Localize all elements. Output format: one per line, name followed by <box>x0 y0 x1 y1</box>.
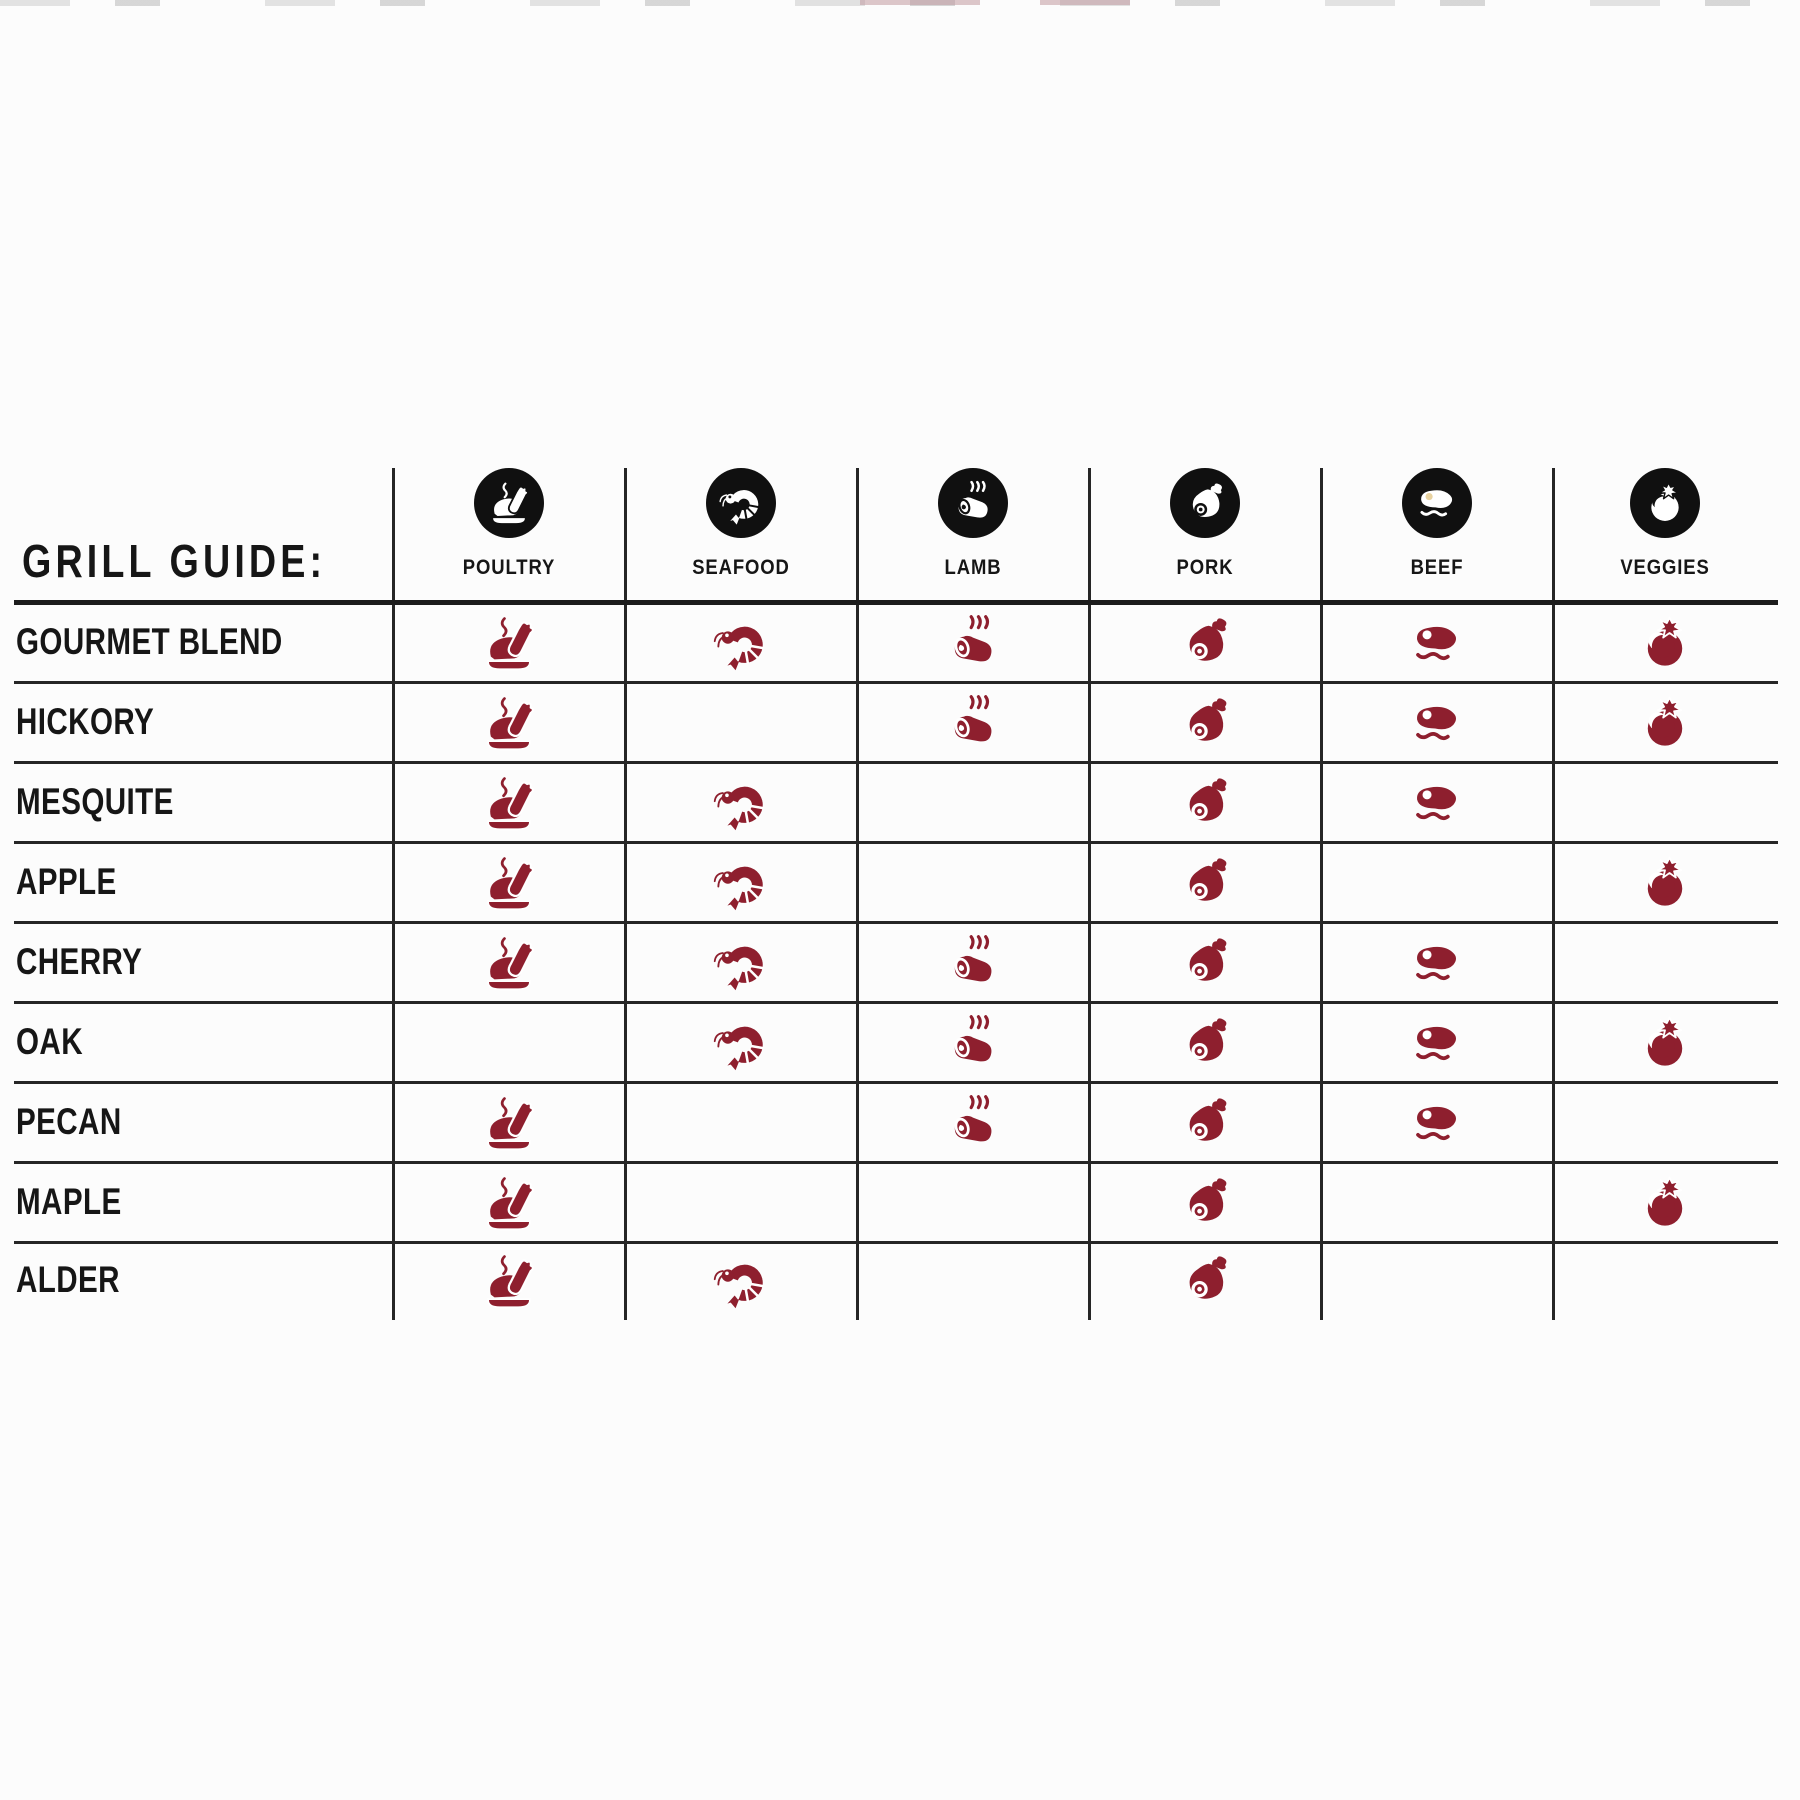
table-row-apple <box>0 843 1800 923</box>
lamb-chop-icon <box>944 1094 1002 1152</box>
ham-icon <box>1176 694 1234 752</box>
column-header-beef <box>1357 468 1517 580</box>
cell-gourmet-blend-seafood <box>709 611 773 675</box>
cell-cherry-beef <box>1405 931 1469 995</box>
ham-icon <box>1176 614 1234 672</box>
row-label: PECAN <box>16 1101 122 1143</box>
cell-gourmet-blend-pork <box>1173 611 1237 675</box>
cell-hickory-seafood <box>709 691 773 755</box>
cell-alder-poultry <box>477 1249 541 1313</box>
tomato-icon <box>1642 480 1688 526</box>
cell-apple-seafood <box>709 851 773 915</box>
steak-icon <box>1408 1014 1466 1072</box>
cell-maple-pork <box>1173 1171 1237 1235</box>
table-row-pecan <box>0 1083 1800 1163</box>
lamb-chop-icon <box>950 480 996 526</box>
cell-gourmet-blend-beef <box>1405 611 1469 675</box>
row-label: APPLE <box>16 861 117 903</box>
steak-icon <box>1408 1094 1466 1152</box>
row-label: ALDER <box>16 1259 120 1301</box>
cropped-banner-artifacts <box>0 0 1800 6</box>
cell-hickory-pork <box>1173 691 1237 755</box>
cell-cherry-veggies <box>1633 931 1697 995</box>
steak-icon <box>1408 614 1466 672</box>
cell-oak-lamb <box>941 1011 1005 1075</box>
column-label: BEEF <box>1410 556 1464 579</box>
lamb-chop-icon <box>944 694 1002 752</box>
cell-gourmet-blend-veggies <box>1633 611 1697 675</box>
steak-icon <box>1402 468 1472 538</box>
cell-oak-beef <box>1405 1011 1469 1075</box>
lamb-chop-icon <box>938 468 1008 538</box>
cell-cherry-poultry <box>477 931 541 995</box>
cell-mesquite-seafood <box>709 771 773 835</box>
poultry-icon <box>480 614 538 672</box>
poultry-icon <box>480 1252 538 1310</box>
table-row-cherry <box>0 923 1800 1003</box>
ham-icon <box>1176 1252 1234 1310</box>
cell-cherry-pork <box>1173 931 1237 995</box>
column-label: VEGGIES <box>1620 556 1710 579</box>
column-label: POULTRY <box>462 556 556 579</box>
table-row-hickory <box>0 683 1800 763</box>
column-header-seafood <box>661 468 821 580</box>
cell-mesquite-beef <box>1405 771 1469 835</box>
ham-icon <box>1176 1014 1234 1072</box>
shrimp-icon <box>712 934 770 992</box>
row-label: CHERRY <box>16 941 143 983</box>
column-header-veggies <box>1585 468 1745 580</box>
steak-icon <box>1408 774 1466 832</box>
cell-alder-veggies <box>1633 1249 1697 1313</box>
steak-icon <box>1414 480 1460 526</box>
cell-mesquite-poultry <box>477 771 541 835</box>
shrimp-icon <box>706 468 776 538</box>
cell-oak-veggies <box>1633 1011 1697 1075</box>
poultry-icon <box>486 480 532 526</box>
cell-mesquite-lamb <box>941 771 1005 835</box>
cell-maple-veggies <box>1633 1171 1697 1235</box>
cell-oak-seafood <box>709 1011 773 1075</box>
table-row-mesquite <box>0 763 1800 843</box>
row-label: HICKORY <box>16 701 155 743</box>
tomato-icon <box>1630 468 1700 538</box>
ham-icon <box>1176 934 1234 992</box>
ham-icon <box>1176 854 1234 912</box>
cell-hickory-poultry <box>477 691 541 755</box>
poultry-icon <box>480 934 538 992</box>
cell-oak-poultry <box>477 1011 541 1075</box>
cell-cherry-seafood <box>709 931 773 995</box>
cropped-banner-artifacts <box>1040 0 1130 5</box>
poultry-icon <box>480 774 538 832</box>
shrimp-icon <box>712 1252 770 1310</box>
cell-alder-pork <box>1173 1249 1237 1313</box>
steak-icon <box>1408 694 1466 752</box>
cell-apple-beef <box>1405 851 1469 915</box>
ham-icon <box>1170 468 1240 538</box>
column-label: LAMB <box>944 556 1002 579</box>
cell-mesquite-pork <box>1173 771 1237 835</box>
poultry-icon <box>480 694 538 752</box>
cell-maple-beef <box>1405 1171 1469 1235</box>
cell-maple-poultry <box>477 1171 541 1235</box>
cell-hickory-lamb <box>941 691 1005 755</box>
cell-maple-seafood <box>709 1171 773 1235</box>
cell-pecan-seafood <box>709 1091 773 1155</box>
column-label: PORK <box>1176 556 1234 579</box>
cell-alder-seafood <box>709 1249 773 1313</box>
lamb-chop-icon <box>944 1014 1002 1072</box>
cell-gourmet-blend-lamb <box>941 611 1005 675</box>
cell-pecan-pork <box>1173 1091 1237 1155</box>
shrimp-icon <box>712 774 770 832</box>
tomato-icon <box>1636 1174 1694 1232</box>
column-header-poultry <box>429 468 589 580</box>
cell-cherry-lamb <box>941 931 1005 995</box>
row-label: MESQUITE <box>16 781 174 823</box>
cell-maple-lamb <box>941 1171 1005 1235</box>
row-label: MAPLE <box>16 1181 122 1223</box>
tomato-icon <box>1636 614 1694 672</box>
tomato-icon <box>1636 1014 1694 1072</box>
table-row-gourmet-blend <box>0 603 1800 683</box>
cell-pecan-lamb <box>941 1091 1005 1155</box>
table-row-oak <box>0 1003 1800 1083</box>
row-label: OAK <box>16 1021 83 1063</box>
ham-icon <box>1176 1174 1234 1232</box>
page-title: GRILL GUIDE: <box>22 535 327 587</box>
lamb-chop-icon <box>944 614 1002 672</box>
ham-icon <box>1176 774 1234 832</box>
cropped-banner-artifacts <box>860 0 980 5</box>
ham-icon <box>1176 1094 1234 1152</box>
cell-apple-poultry <box>477 851 541 915</box>
cell-alder-beef <box>1405 1249 1469 1313</box>
cell-pecan-beef <box>1405 1091 1469 1155</box>
shrimp-icon <box>712 614 770 672</box>
cell-gourmet-blend-poultry <box>477 611 541 675</box>
cell-oak-pork <box>1173 1011 1237 1075</box>
poultry-icon <box>480 854 538 912</box>
shrimp-icon <box>718 480 764 526</box>
table-row-alder <box>0 1242 1800 1320</box>
cell-pecan-poultry <box>477 1091 541 1155</box>
cell-mesquite-veggies <box>1633 771 1697 835</box>
cell-apple-lamb <box>941 851 1005 915</box>
cell-alder-lamb <box>941 1249 1005 1313</box>
tomato-icon <box>1636 694 1694 752</box>
poultry-icon <box>480 1174 538 1232</box>
row-label: GOURMET BLEND <box>16 621 283 663</box>
cell-pecan-veggies <box>1633 1091 1697 1155</box>
lamb-chop-icon <box>944 934 1002 992</box>
ham-icon <box>1182 480 1228 526</box>
steak-icon <box>1408 934 1466 992</box>
column-label: SEAFOOD <box>692 556 790 579</box>
cell-hickory-beef <box>1405 691 1469 755</box>
tomato-icon <box>1636 854 1694 912</box>
cell-apple-pork <box>1173 851 1237 915</box>
cell-hickory-veggies <box>1633 691 1697 755</box>
column-header-pork <box>1125 468 1285 580</box>
poultry-icon <box>480 1094 538 1152</box>
cell-apple-veggies <box>1633 851 1697 915</box>
table-row-maple <box>0 1163 1800 1243</box>
shrimp-icon <box>712 1014 770 1072</box>
column-header-lamb <box>893 468 1053 580</box>
poultry-icon <box>474 468 544 538</box>
shrimp-icon <box>712 854 770 912</box>
